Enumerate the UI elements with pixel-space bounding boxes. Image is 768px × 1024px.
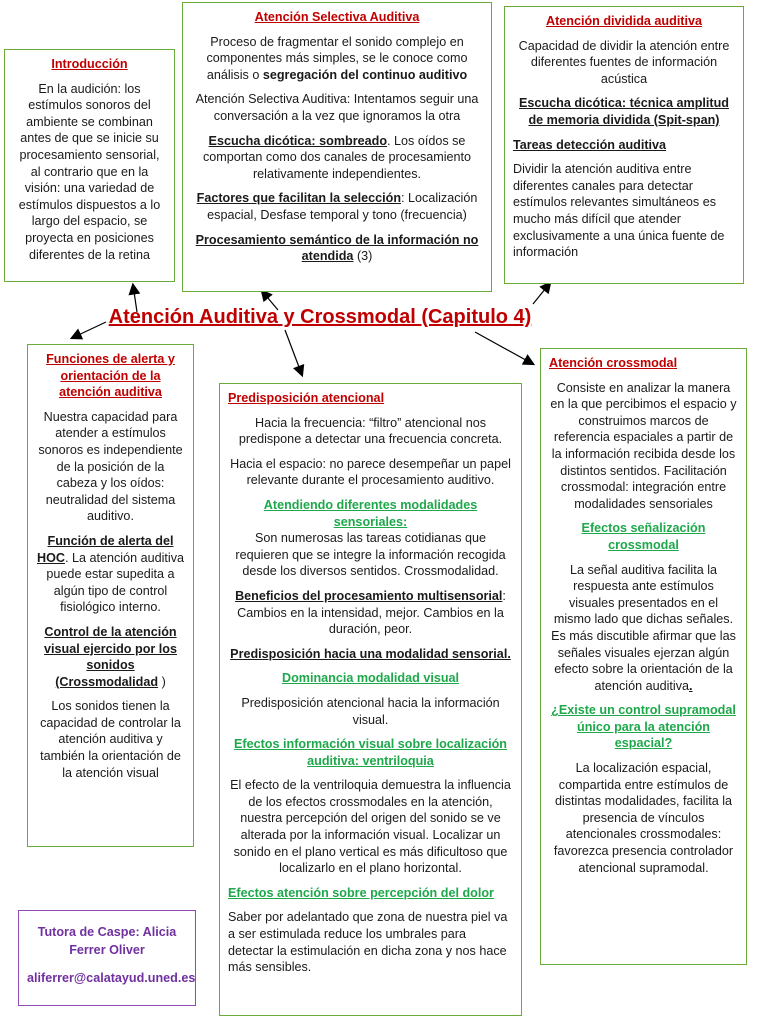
dividida-p3: Tareas detección auditiva [513,137,667,152]
crossmodal-p2: La señal auditiva facilita la respuesta ante estímulos visuales presentados en el mismo lado que dichas señales. Es más discutible afirmar que las señales visuales ejerzan algún efecto sobre la orientación de la atención auditiva. [551,562,736,693]
predisposicion-h6: Dominancia modalidad visual [281,671,460,686]
dividida-p2: Escucha dicótica: técnica amplitud de memoria dividida (Spit-span) [519,96,729,127]
crossmodal-box [540,348,747,965]
selectiva-p5: Procesamiento semántico de la información no atendida (3) [195,232,479,264]
selectiva-p1: Proceso de fragmentar el sonido complejo en componentes más simples, se le conoce como análisis o segregación del continuo auditivo [206,34,468,82]
predisposicion-p2: Hacia el espacio: no parece desempeñar un papel relevante durante el procesamiento auditivo. [230,456,511,488]
predisposicion-p6: Predisposición atencional hacia la información visual. [241,695,500,727]
arrow-to-dividida [533,283,550,304]
funciones-p1: Nuestra capacidad para atender a estímulos sonoros es independiente de la posición de la cabeza y los oídos: neutralidad del sistema auditivo. [38,409,183,524]
predisposicion-h3: Atendiendo diferentes modalidades sensoriales: [263,497,478,529]
dividida-title: Atención dividida auditiva [545,14,703,28]
main-title: Atención Auditiva y Crossmodal (Capitulo 4) [108,306,532,328]
predisposicion-h7: Efectos información visual sobre localización auditiva: ventriloquia [234,737,507,768]
funciones-p3: Control de la atención visual ejercido por los sonidos (Crossmodalidad ) [44,624,177,689]
funciones-title: Funciones de alerta y orientación de la atención auditiva [46,352,175,400]
dividida-box [504,6,744,284]
predisposicion-box [219,383,522,1016]
crossmodal-p3: La localización espacial, compartida entre estímulos de distintas modalidades, facilita la presencia de vínculos atencionales crossmodales: favorezca presencia controlador atencional supramodal. [553,761,734,875]
tutor-email[interactable]: aliferrer@calatayud.uned.es [27,971,196,985]
predisposicion-p4: Beneficios del procesamiento multisensorial: Cambios en la intensidad, mejor. Cambios en la duración, peor. [235,588,506,637]
crossmodal-p1: Consiste en analizar la manera en la que percibimos el espacio y construimos marcos de referencia espaciales a partir de la información recibida desde los distintos sentidos. Facilitación crossmodal: integración entre modalidades sensoriales [550,380,737,511]
predisposicion-p5: Predisposición hacia una modalidad sensorial. [230,646,511,661]
selectiva-box [182,2,492,292]
dividida-p4: Dividir la atención auditiva entre diferentes canales para detectar estímulos relevantes simultáneos es mucho más difícil que atender exclusivamente a una única fuente de información [513,162,725,260]
dividida-p1: Capacidad de dividir la atención entre diferentes fuentes de información acústica [518,38,730,86]
funciones-p2: Función de alerta del HOC. La atención auditiva puede estar supedita a algún tipo de control fisiológico interno. [36,533,185,615]
predisposicion-p3: Son numerosas las tareas cotidianas que requieren que se integre la información recogida desde los diversos sentidos. Crossmodalidad. [235,531,506,579]
introduccion-box [4,49,175,282]
selectiva-p4: Factores que facilitan la selección: Localización espacial, Desfase temporal y tono (frecuencia) [196,191,478,222]
predisposicion-h8: Efectos atención sobre percepción del dolor [228,885,494,900]
funciones-box [27,344,194,847]
crossmodal-title: Atención crossmodal [549,356,678,370]
selectiva-p3: Escucha dicótica: sombreado. Los oídos se comportan como dos canales de procesamiento relativamente independientes. [202,133,472,181]
introduccion-text: En la audición: los estímulos sonoros del ambiente se combinan antes de que se inicie su procesamiento sensorial, al contrario que en la visión: una variedad de estímulos dispuestos a lo largo del espacio, se proyecta en posiciones diferentes de la retina [18,81,161,262]
crossmodal-h3: ¿Existe un control supramodal único para la atención espacial? [551,703,736,751]
arrow-to-crossmodal [475,332,533,364]
predisposicion-p8: Saber por adelantado que zona de nuestra piel va a ser estimulada reduce los umbrales para detectar la estimulación en dicha zona y nos hace más sensibles. [228,910,508,975]
tutor-name: Tutora de Caspe: Alicia Ferrer Oliver [37,925,177,957]
funciones-p4: Los sonidos tienen la capacidad de controlar la atención auditiva y también la orientación de la atención visual [40,699,181,780]
predisposicion-p7: El efecto de la ventriloquia demuestra la influencia de los efectos crossmodales en la atención, nuestra percepción del origen del sonido se ve alterada por la información visual. Localizar un sonido en el plano vertical es más dificultoso que localizarlo en el plano horizontal. [230,778,511,876]
predisposicion-title: Predisposición atencional [228,391,385,405]
introduccion-title: Introducción [51,57,128,71]
selectiva-p2: Atención Selectiva Auditiva: Intentamos seguir una conversación a la vez que ignoramos la otra [195,92,479,123]
arrow-to-predisposicion [285,330,302,375]
predisposicion-p1: Hacia la frecuencia: “filtro” atencional nos predispone a detectar una frecuencia concreta. [238,415,503,447]
selectiva-title: Atención Selectiva Auditiva [254,10,420,24]
tutor-box [18,910,196,1006]
crossmodal-h2: Efectos señalización crossmodal [581,521,706,552]
